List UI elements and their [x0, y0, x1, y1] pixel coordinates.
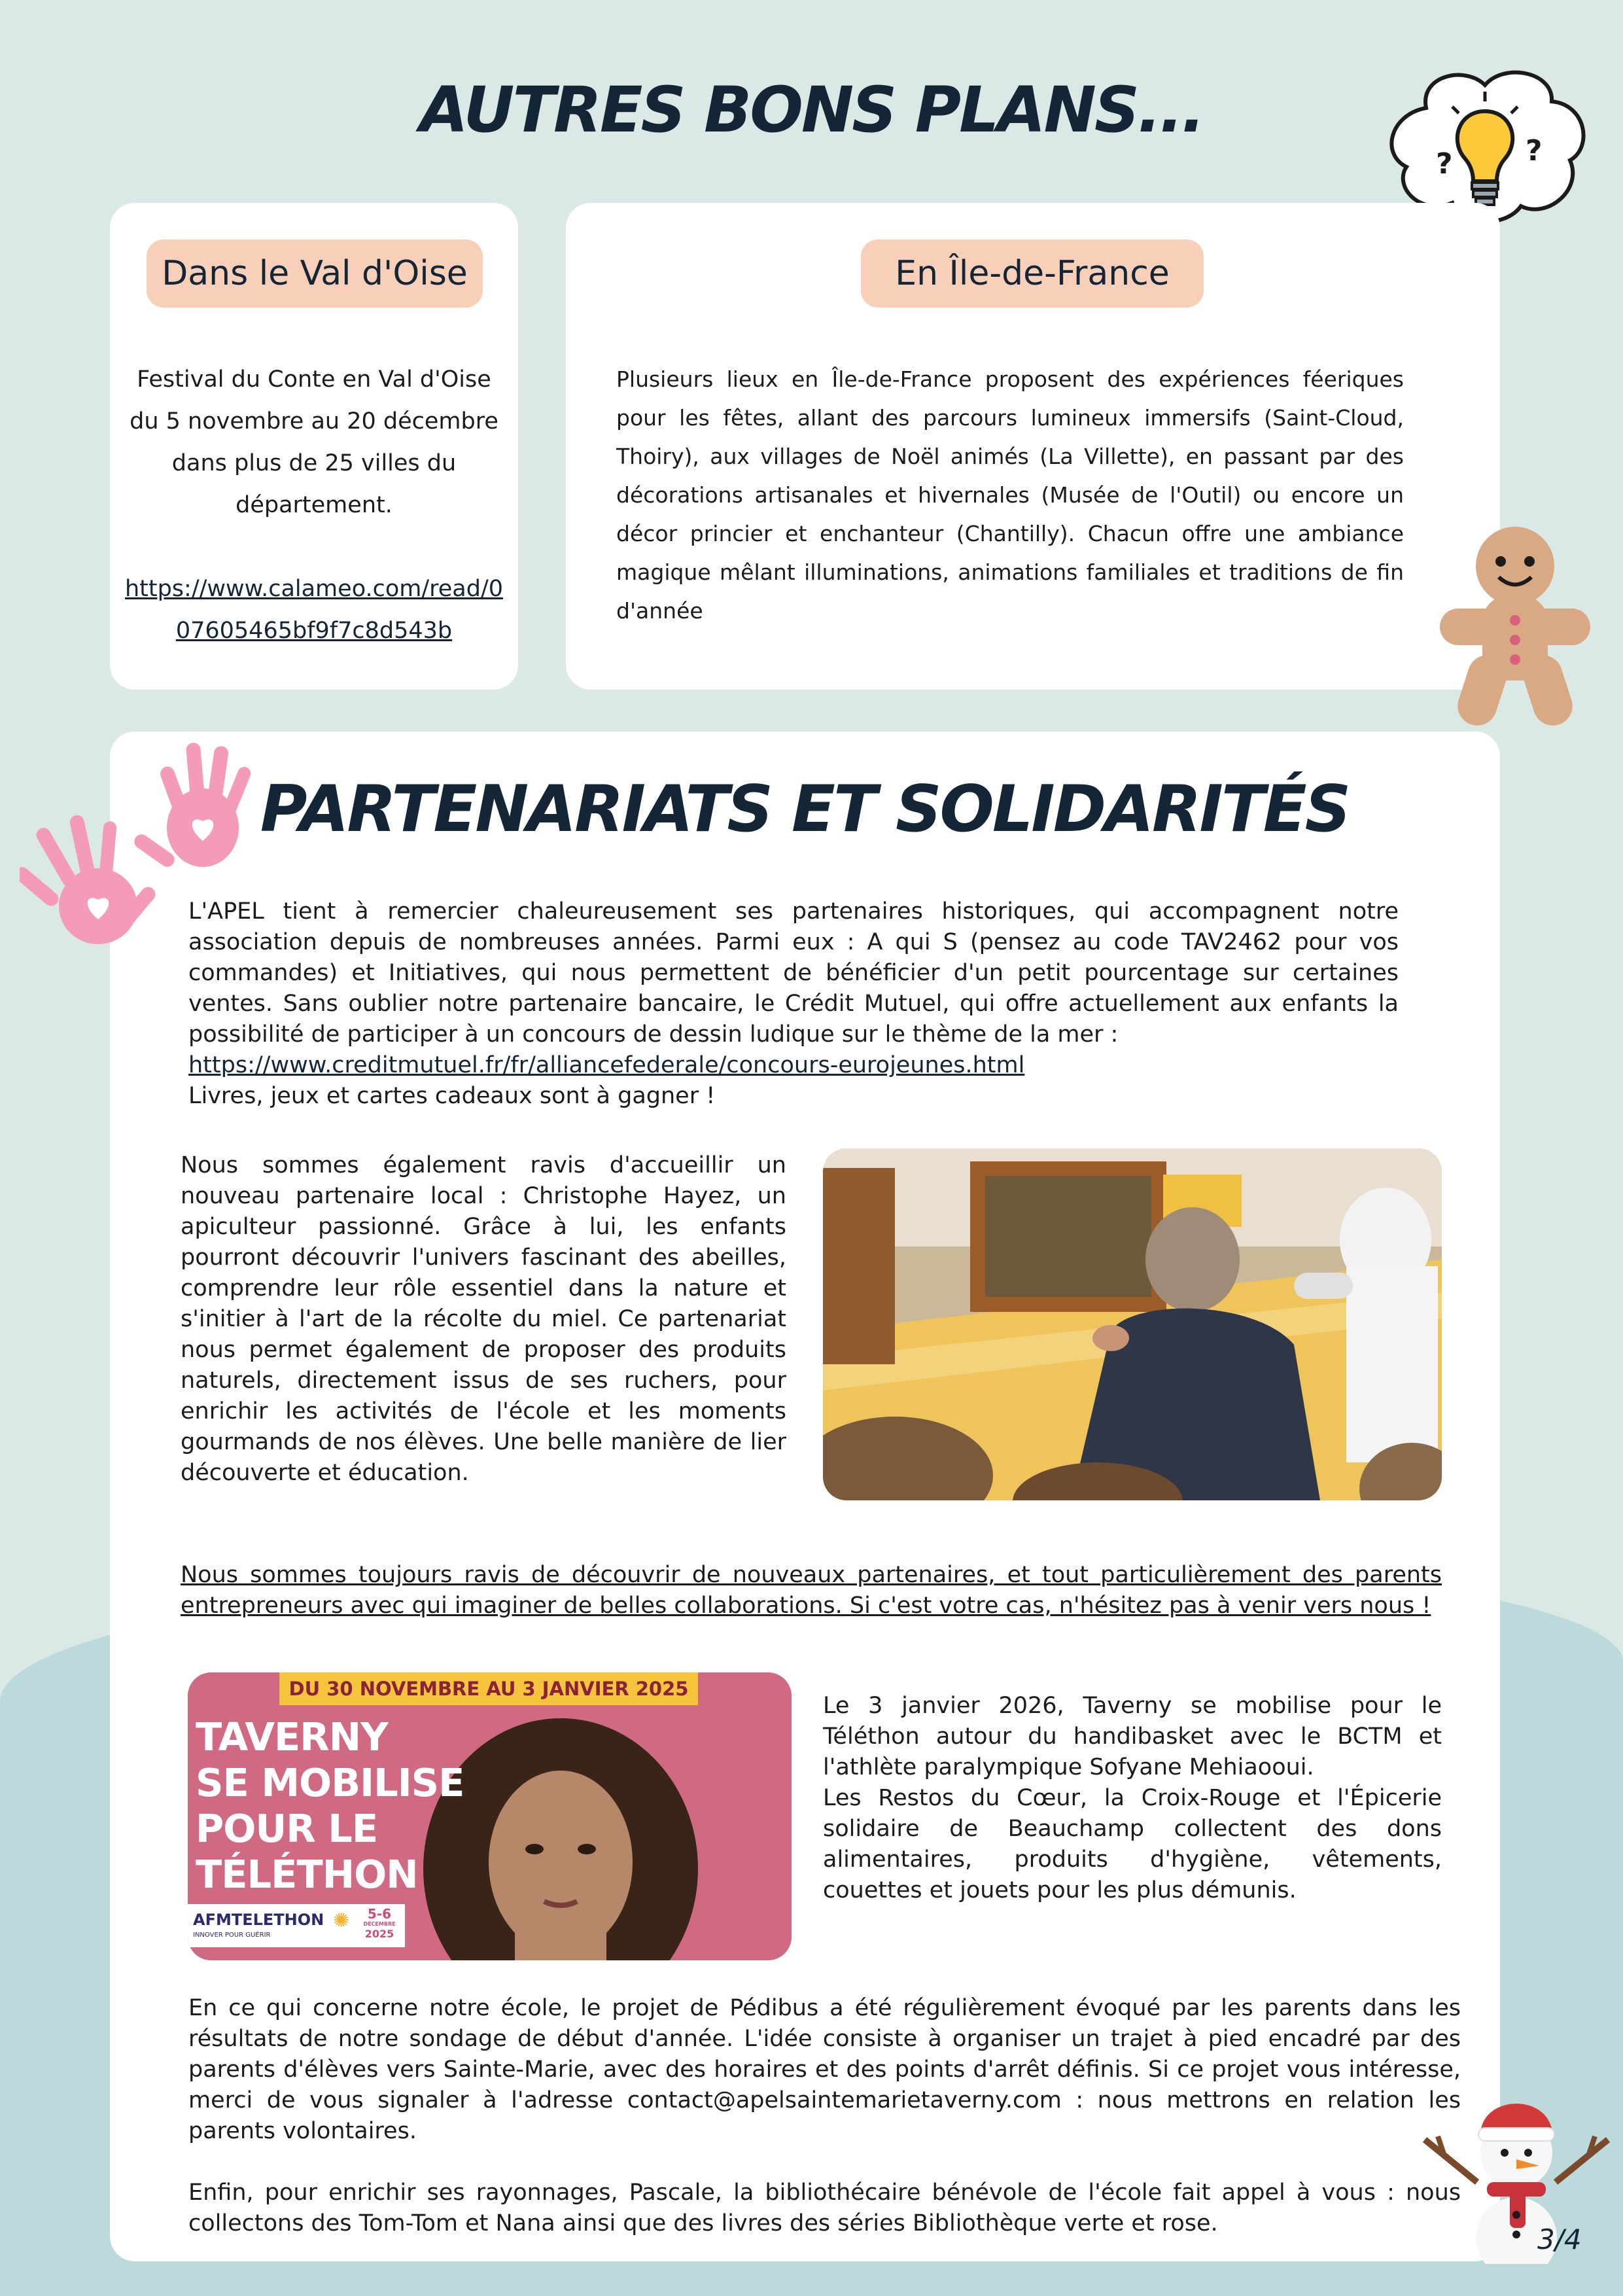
calameo-link-part1[interactable]: https://www.calameo.com/read/0 [124, 576, 504, 602]
telethon-headline-line: SE MOBILISE [196, 1760, 464, 1805]
telethon-paragraph: Les Restos du Cœur, la Croix-Rouge et l'Épicerie solidaire de Beauchamp collectent des dons alimentaires, produits d'hygiène, vêtements, couettes et jouets pour les plus démunis. [823, 1785, 1442, 1903]
telethon-headline-line: TÉLÉTHON [196, 1852, 418, 1897]
partners-intro [188, 896, 1399, 1112]
snowman-icon [1418, 2074, 1614, 2264]
telethon-headline-line: POUR LE [196, 1806, 378, 1851]
credit-mutuel-link[interactable]: https://www.creditmutuel.fr/fr/alliancefederale/concours-eurojeunes.html [188, 1052, 1025, 1078]
val-doise-line: département. [236, 492, 393, 518]
beekeeper-text: Nous sommes également ravis d'accueillir un nouveau partenaire local : Christophe Hayez, un apiculteur passionné. Grâce à lui, les enfants pourront découvrir l'univers fascinant des abeilles, comprendre leur rôle essentiel dans la nature et s'initier à l'art de la récolte du miel. Ce partenariat nous permet également de proposer des produits naturels, directement issus de ses ruchers, pour enrichir les activités de l'école et les moments gourmands de nos élèves. Une belle manière de lier découverte et éducation. [181, 1152, 786, 1486]
val-doise-line: Festival du Conte en Val d'Oise [137, 366, 491, 393]
ile-de-france-text: Plusieurs lieux en Île-de-France proposent des expériences féeriques pour les fêtes, allant des parcours lumineux immersifs (Saint-Cloud, Thoiry), aux villages de Noël animés (La Villette), en passant par des décorations artisanales et hivernales (Musée de l'Outil) ou encore un décor princier et enchanteur (Chantilly). Chacun offre une ambiance magique mêlant illuminations, animations familiales et traditions de fin d'année [616, 366, 1404, 624]
calameo-link[interactable] [124, 568, 504, 652]
calameo-link-part2[interactable]: 07605465bf9f7c8d543b [175, 618, 453, 644]
beekeeper-photo-illustration [823, 1148, 1442, 1500]
partners-intro-text: L'APEL tient à remercier chaleureusement ses partenaires historiques, qui accompagnent notre association depuis de nombreuses années. Parmi eux : A qui S (pensez au code TAV2462 pour vos commandes) et Initiatives, qui nous permettent de bénéficier d'un petit pourcentage sur certaines ventes. Sans oublier notre partenaire bancaire, le Crédit Mutuel, qui offre actuellement aux enfants la possibilité de participer à un concours de dessin ludique sur le thème de la mer : [188, 898, 1399, 1048]
telethon-poster [188, 1672, 792, 1960]
svg-text:?: ? [1526, 134, 1543, 168]
library-text: Enfin, pour enrichir ses rayonnages, Pascale, la bibliothécaire bénévole de l'école fait appel à vous : nous collectons des Tom-Tom et Nana ainsi que des livres des séries Bibliothèque verte et rose. [188, 2180, 1461, 2236]
val-doise-line: dans plus de 25 villes du [171, 450, 457, 476]
section-title-partenariats: PARTENARIATS ET SOLIDARITÉS [260, 772, 1350, 847]
beekeeper-photo [823, 1148, 1442, 1500]
partners-intro-end: Livres, jeux et cartes cadeaux sont à gagner ! [188, 1083, 716, 1109]
heading-val-doise: Dans le Val d'Oise [147, 239, 483, 308]
telethon-headline-line: TAVERNY [196, 1714, 388, 1759]
telethon-headline [196, 1714, 464, 1898]
telethon-date-banner: DU 30 NOVEMBRE AU 3 JANVIER 2025 [279, 1672, 698, 1705]
telethon-sun-icon: ✺ [333, 1909, 350, 1932]
page-number: 3/4 [1537, 2223, 1582, 2255]
telethon-badge-month: DÉCEMBRE [363, 1921, 396, 1927]
telethon-paragraph: Le 3 janvier 2026, Taverny se mobilise pour le Téléthon autour du handibasket avec le BCTM et l'athlète paralympique Sofyane Mehiaooui. [823, 1693, 1442, 1780]
val-doise-line: du 5 novembre au 20 décembre [130, 408, 498, 434]
call-to-action[interactable]: Nous sommes toujours ravis de découvrir de nouveaux partenaires, et tout particulièrement des parents entrepreneurs avec qui imaginer de belles collaborations. Si c'est votre cas, n'hésitez pas à venir vers nous ! [181, 1562, 1442, 1619]
gingerbread-man-icon [1437, 523, 1594, 733]
telethon-badge-year: 2025 [364, 1928, 394, 1940]
heading-ile-de-france: En Île-de-France [861, 239, 1204, 308]
afm-telethon-logo-text: AFMTELETHON [193, 1911, 324, 1929]
val-doise-text [124, 359, 504, 652]
afm-telethon-tagline: INNOVER POUR GUÉRIR [193, 1932, 271, 1939]
svg-text:?: ? [1436, 147, 1453, 181]
telethon-badge-days: 5-6 [367, 1906, 392, 1922]
telethon-date-badge [359, 1907, 400, 1941]
afm-telethon-logo [188, 1904, 405, 1947]
telethon-text [823, 1691, 1442, 1906]
page-title: AUTRES BONS PLANS... [419, 73, 1204, 147]
pedibus-text: En ce qui concerne notre école, le projet de Pédibus a été régulièrement évoqué par les parents dans les résultats de notre sondage de début d'année. L'idée consiste à organiser un trajet à pied encadré par des parents d'élèves vers Sainte-Marie, avec des horaires et des points d'arrêt définis. Si ce projet vous intéresse, merci de vous signaler à l'adresse contact@apelsaintemarietaverny.com : nous mettrons en relation les parents volontaires. [188, 1995, 1461, 2144]
